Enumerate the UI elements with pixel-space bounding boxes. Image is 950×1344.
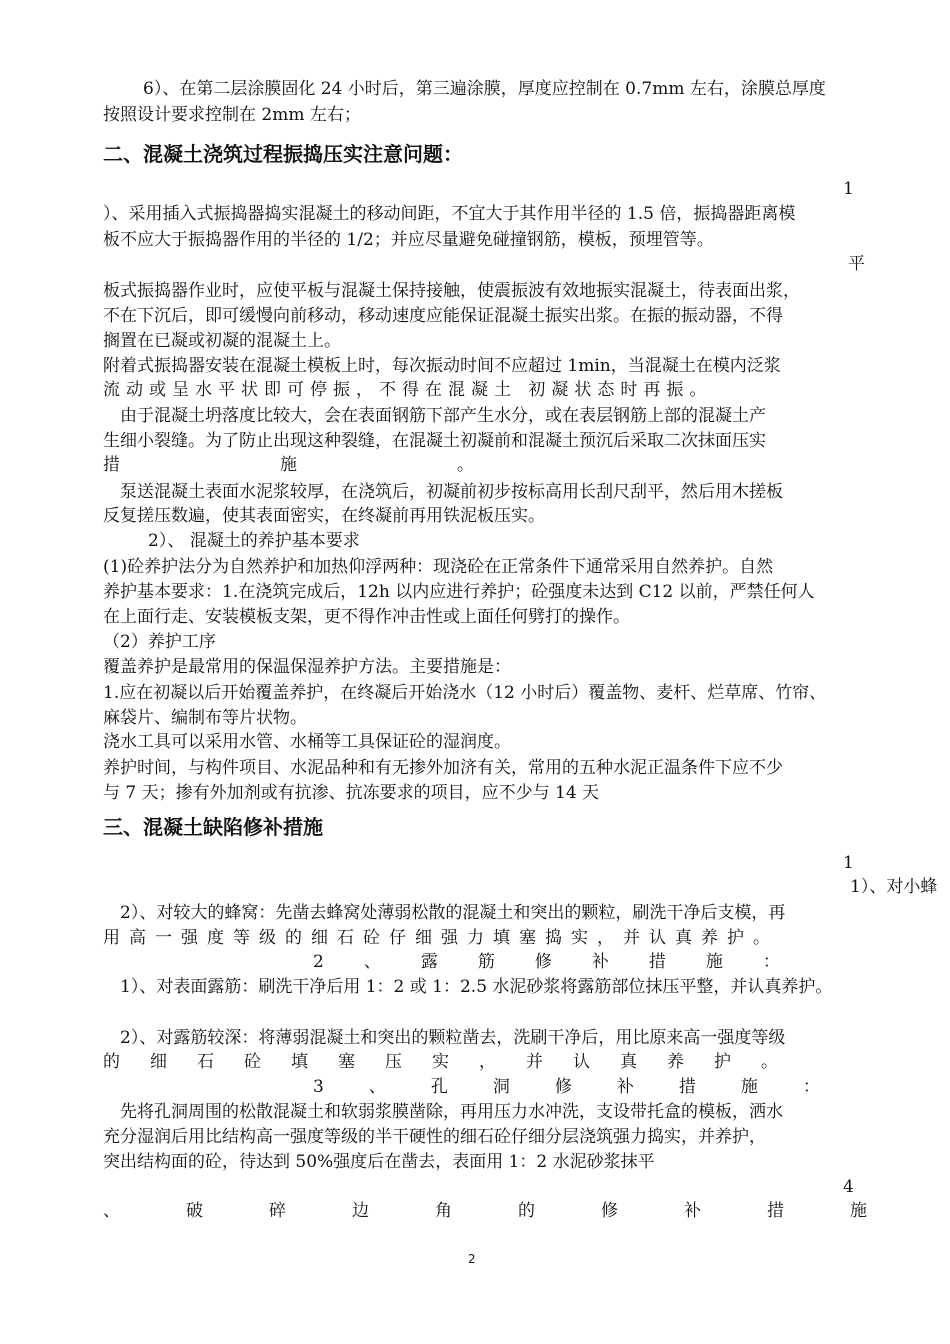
para-deep-rebar-cont: 的细石砼填塞压实，并认真养护。 <box>103 1052 808 1072</box>
para-curing-methods-cont: 养护基本要求：1.在浇筑完成后，12h 以内应进行养护；砼强度未达到 C12 以前，严禁任何人 <box>103 582 815 602</box>
subheading-exposed-rebar: 2、露筋修补措施： <box>313 952 820 972</box>
para-curing-time: 养护时间，与构件项目、水泥品种和有无掺外加济有关，常用的五种水泥正温条件下应不少 <box>103 758 783 778</box>
para-slump: 由于混凝土坍落度比较大，会在表面钢筋下部产生水分，或在表层钢筋上部的混凝土产 <box>120 406 766 426</box>
subheading-hole-repair: 3、孔洞修补措施： <box>313 1077 865 1097</box>
item-prefix: 平 <box>848 254 865 274</box>
item-number: 1 <box>843 179 854 199</box>
section-heading-2: 二、混凝土浇筑过程振捣压实注意问题： <box>103 142 463 166</box>
para-hole-repair-cont: 充分湿润后用比结构高一强度等级的半干硬性的细石砼仔细分层浇筑强力捣实，并养护， <box>103 1127 766 1147</box>
para-watering-tools: 浇水工具可以采用水管、水桶等工具保证砼的湿润度。 <box>103 732 511 752</box>
para-large-honeycomb-cont: 用高一强度等级的细石砼仔细强力填塞捣实，并认真养护。 <box>103 928 779 948</box>
para-cover-step1-cont: 麻袋片、编制布等片状物。 <box>103 708 307 728</box>
item-number: 1 <box>843 853 854 873</box>
section-heading-3: 三、混凝土缺陷修补措施 <box>103 815 323 839</box>
para-hole-repair: 先将孔洞周围的松散混凝土和软弱浆膜凿除，再用压力水冲洗，支设带托盒的模板，洒水 <box>120 1102 783 1122</box>
para-coating-step6-cont: 按照设计要求控制在 2mm 左右； <box>103 105 361 125</box>
para-slump-cont: 生细小裂缝。为了防止出现这种裂缝，在混凝土初凝前和混凝土预沉后采取二次抹面压实 <box>103 431 766 451</box>
para-attached-vibrator: 附着式振捣器安装在混凝土模板上时，每次振动时间不应超过 1min，当混凝土在模内泛浆 <box>103 356 781 376</box>
para-vibrator-insert: ）、采用插入式振捣器捣实混凝土的移动间距，不宜大于其作用半径的 1.5 倍，振捣器距离模 <box>103 204 796 224</box>
para-surface-rebar: 1）、对表面露筋：刷洗干净后用 1：2 或 1：2.5 水泥砂浆将露筋部位抹压平整，并认真养护。 <box>120 977 833 997</box>
para-curing-methods-end: 在上面行走、安装模板支架，更不得作冲击性或上面任何劈打的操作。 <box>103 607 630 627</box>
para-curing-time-cont: 与 7 天；掺有外加剂或有抗渗、抗冻要求的项目，应不少与 14 天 <box>103 783 600 803</box>
para-coating-step6: 6）、在第二层涂膜固化 24 小时后，第三遍涂膜，厚度应控制在 0.7mm 左右，涂膜总厚度 <box>143 79 826 99</box>
para-cover-step1: 1.应在初凝以后开始覆盖养护，在终凝后开始浇水（12 小时后）覆盖物、麦杆、烂草席、竹帘、 <box>103 683 827 703</box>
para-vibrator-insert-cont: 板不应大于振捣器作用的半径的 1/2；并应尽量避免碰撞钢筋，模板，预埋管等。 <box>103 230 714 250</box>
para-plate-vibrator-end: 搁置在已凝或初凝的混凝土上。 <box>103 331 341 351</box>
para-pumped: 泵送混凝土表面水泥浆较厚，在浇筑后，初凝前初步按标高用长刮尺刮平，然后用木搓板 <box>120 482 783 502</box>
subheading-curing-process: （2）养护工序 <box>103 632 216 652</box>
para-large-honeycomb: 2）、对较大的蜂窝：先凿去蜂窝处薄弱松散的混凝土和突出的颗粒，刷洗干净后支模，再 <box>120 903 786 923</box>
para-pumped-cont: 反复搓压数遍，使其表面密实，在终凝前再用铁泥板压实。 <box>103 506 545 526</box>
para-deep-rebar: 2）、对露筋较深：将薄弱混凝土和突出的颗粒凿去，洗刷干净后，用比原来高一强度等级 <box>120 1028 786 1048</box>
para-attached-vibrator-cont: 流动或呈水平状即可停振，不得在混凝土 初凝状态时再振。 <box>103 380 713 400</box>
para-small-honeycomb: 1）、对小蜂 <box>850 877 938 897</box>
subheading-curing: 2）、 混凝土的养护基本要求 <box>148 531 360 551</box>
para-curing-methods: (1)砼养护法分为自然养护和加热仰浮两种：现浇砼在正常条件下通常采用自然养护。自然 <box>103 557 774 577</box>
subheading-broken-corner: 、破碎边角的修补措施 <box>103 1201 933 1221</box>
para-cover-curing: 覆盖养护是最常用的保温保湿养护方法。主要措施是： <box>103 657 511 677</box>
item-number: 4 <box>843 1177 854 1197</box>
para-plate-vibrator-cont: 不在下沉后，即可缓慢向前移动，移动速度应能保证混凝土振实出浆。在振的振动器，不得 <box>103 306 783 326</box>
para-slump-end: 措施。 <box>103 455 634 475</box>
para-plate-vibrator: 板式振捣器作业时，应使平板与混凝土保持接触，使震振波有效地振实混凝土，待表面出浆， <box>103 281 800 301</box>
page-number: 2 <box>468 1252 476 1266</box>
para-hole-repair-end: 突出结构面的砼，待达到 50%强度后在凿去，表面用 1：2 水泥砂浆抹平 <box>103 1152 655 1172</box>
